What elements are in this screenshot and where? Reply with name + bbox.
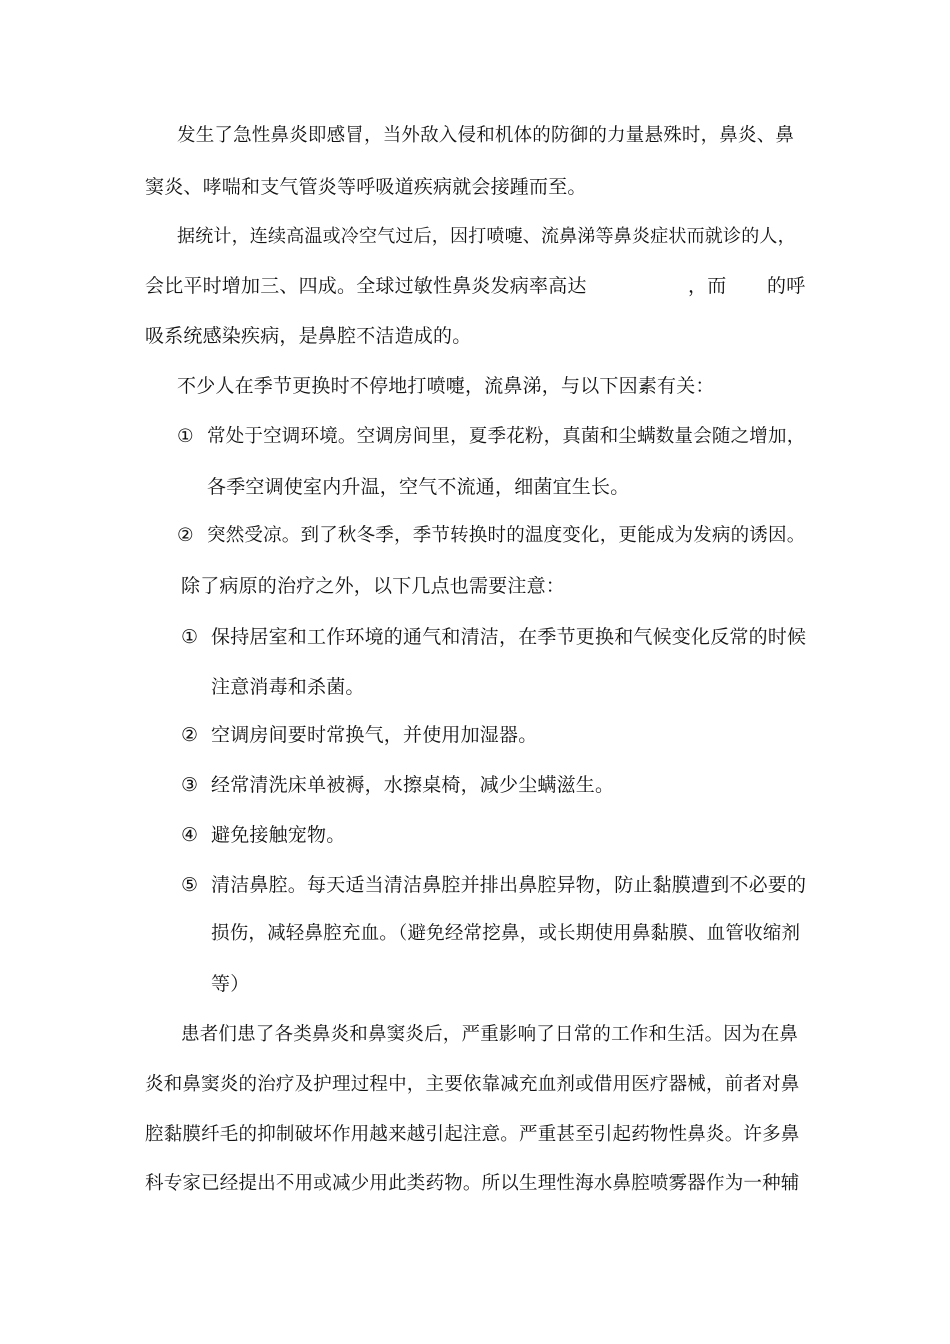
paragraph-2-line-3: 吸系统感染疾病，是鼻腔不洁造成的。 [145, 325, 472, 347]
tip-item-4-text: 避免接触宠物。 [211, 824, 346, 846]
tip-item-5-text: 清洁鼻腔。每天适当清洁鼻腔并排出鼻腔异物，防止黏膜遭到不必要的 [211, 874, 807, 896]
paragraph-2-line-2a: 会比平时增加三、四成。全球过敏性鼻炎发病率高达 [145, 275, 587, 297]
cause-item-1-number: ① [177, 426, 194, 447]
tip-item-3-text: 经常清洗床单被褥，水擦桌椅，减少尘螨滋生。 [211, 774, 615, 796]
paragraph-3: 不少人在季节更换时不停地打喷嚏，流鼻涕，与以下因素有关： [177, 375, 715, 397]
cause-item-2-number: ② [177, 525, 194, 546]
paragraph-2-line-2b: ，而 [688, 275, 727, 297]
paragraph-2-line-1: 据统计，连续高温或冷空气过后，因打喷嚏、流鼻涕等鼻炎症状而就诊的人， [177, 226, 796, 247]
tip-item-1-text: 保持居室和工作环境的通气和清洁，在季节更换和气候变化反常的时候 [211, 626, 807, 648]
tip-item-5-line-1 [181, 873, 806, 897]
tip-item-4-number: ④ [181, 824, 199, 846]
paragraph-1-line-2: 窦炎、哮喘和支气管炎等呼吸道疾病就会接踵而至。 [145, 176, 587, 198]
tip-item-1-number: ① [181, 626, 199, 648]
tip-item-5-line-2: 损伤，减轻鼻腔充血。（避免经常挖鼻，或长期使用鼻黏膜、血管收缩剂 [211, 923, 801, 944]
paragraph-1-line-1: 发生了急性鼻炎即感冒，当外敌入侵和机体的防御的力量悬殊时，鼻炎、鼻 [177, 125, 795, 146]
tip-item-2-text: 空调房间要时常换气，并使用加湿器。 [211, 724, 538, 746]
cause-item-2-text: 突然受凉。到了秋冬季，季节转换时的温度变化，更能成为发病的诱因。 [207, 525, 806, 546]
paragraph-5-line-3: 腔黏膜纤毛的抑制破坏作用越来越引起注意。严重甚至引起药物性鼻炎。许多鼻 [145, 1124, 800, 1145]
cause-item-1-text: 常处于空调环境。空调房间里，夏季花粉，真菌和尘螨数量会随之增加， [207, 426, 806, 447]
tip-item-1-line-1 [181, 625, 806, 649]
tip-item-2-line-1 [181, 723, 537, 747]
paragraph-5-line-2: 炎和鼻窦炎的治疗及护理过程中，主要依靠减充血剂或借用医疗器械，前者对鼻 [145, 1074, 800, 1095]
tip-item-5-line-3: 等） [211, 973, 250, 995]
paragraph-4: 除了病原的治疗之外，以下几点也需要注意： [181, 575, 566, 597]
tip-item-1-line-2: 注意消毒和杀菌。 [211, 676, 365, 698]
tip-item-3-line-1 [181, 773, 614, 797]
cause-item-2-line-1 [177, 524, 805, 548]
cause-item-1-line-2: 各季空调使室内升温，空气不流通，细菌宜生长。 [207, 476, 630, 498]
tip-item-4-line-1 [181, 823, 345, 847]
tip-item-5-number: ⑤ [181, 874, 199, 896]
tip-item-2-number: ② [181, 724, 199, 746]
tip-item-3-number: ③ [181, 774, 199, 796]
cause-item-1-line-1 [177, 425, 805, 449]
paragraph-5-line-1: 患者们患了各类鼻炎和鼻窦炎后，严重影响了日常的工作和生活。因为在鼻 [181, 1024, 799, 1045]
paragraph-2-line-2c: 的呼 [767, 275, 806, 297]
paragraph-5-line-4: 科专家已经提出不用或减少用此类药物。所以生理性海水鼻腔喷雾器作为一种辅 [145, 1173, 800, 1194]
